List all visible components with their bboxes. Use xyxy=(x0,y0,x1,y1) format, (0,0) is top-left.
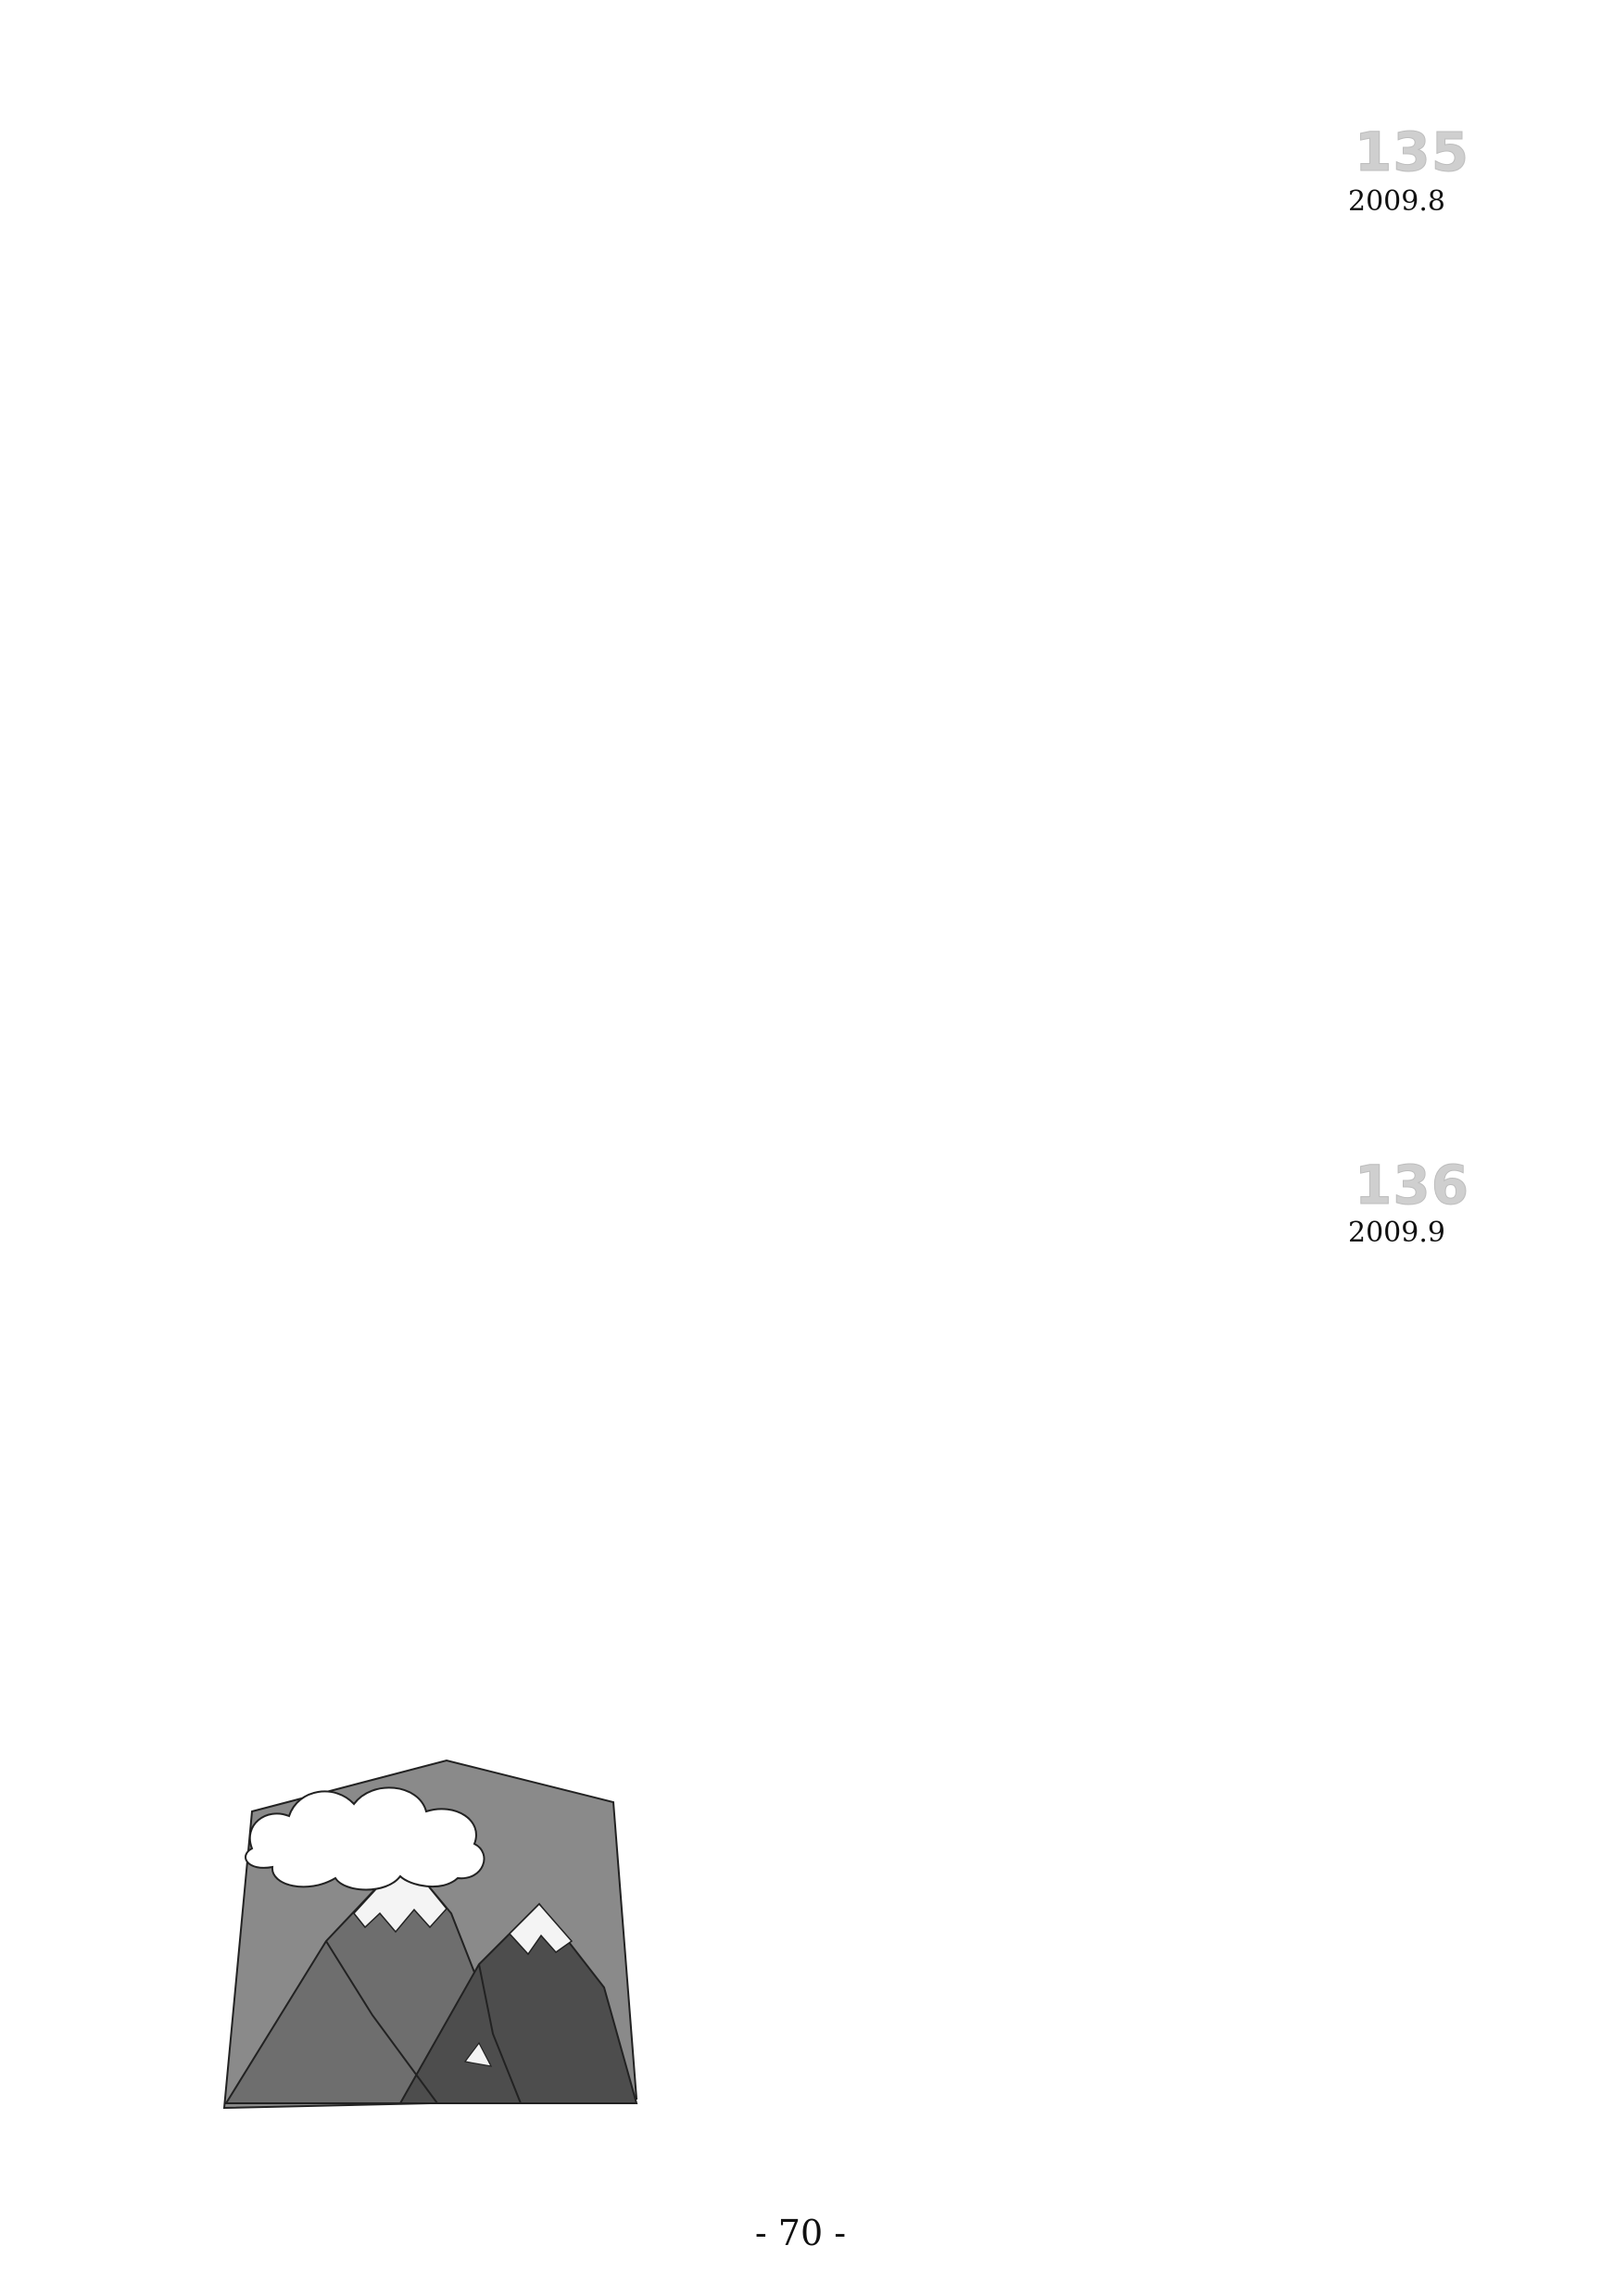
mountain-illustration xyxy=(215,1737,641,2119)
entry-date: 2009.9 xyxy=(1348,1217,1445,1249)
entry-number: 136 xyxy=(1355,1154,1470,1217)
entry-number: 135 xyxy=(1355,120,1470,183)
page-number: - 70 - xyxy=(754,2213,847,2253)
entry-date: 2009.8 xyxy=(1348,185,1445,218)
